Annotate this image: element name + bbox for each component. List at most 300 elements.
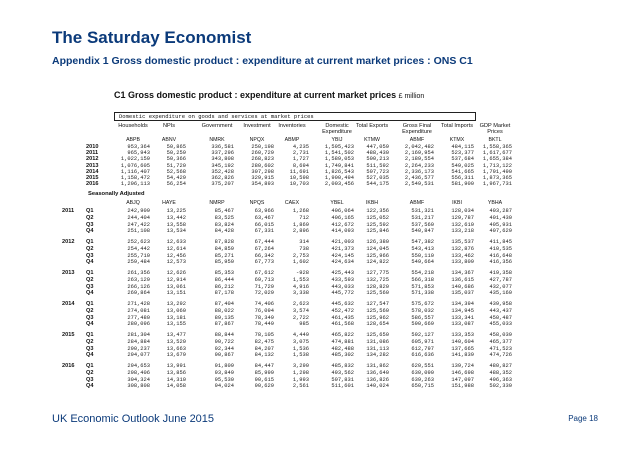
table-cell: 85,467 (214, 208, 234, 215)
table-cell: 13,856 (166, 370, 186, 376)
table-cell: 1,713,122 (482, 162, 512, 169)
table-cell: 12,633 (166, 239, 186, 246)
table-cell: 83,525 (214, 215, 234, 221)
table-cell: 1,826,543 (324, 168, 354, 175)
table-cell: 132,876 (451, 246, 474, 252)
table-cell: 401,430 (489, 215, 512, 221)
row-quarter: Q4 (86, 259, 94, 266)
table-cell: 1,873,365 (482, 175, 512, 181)
row-quarter: Q4 (86, 290, 94, 297)
row-year: 2013 (86, 162, 99, 169)
table-cell: 135,537 (451, 239, 474, 246)
table-cell: 135,037 (451, 290, 474, 297)
table-cell: 136,615 (451, 277, 474, 283)
table-cell: 122,356 (366, 208, 389, 215)
table-cell: 247,422 (127, 221, 150, 228)
table-cell: 410,535 (489, 246, 512, 252)
row-quarter: Q1 (86, 363, 94, 370)
table-cell: 345,192 (211, 162, 234, 169)
table-cell: 131,862 (366, 363, 389, 370)
table-cell: 612,797 (411, 345, 434, 352)
table-cell: 445,772 (331, 290, 354, 297)
table-title (114, 90, 424, 100)
row-quarter: Q4 (86, 383, 94, 390)
table-cell: 139,724 (451, 363, 474, 370)
table-cell: 72,029 (254, 290, 274, 297)
table-cell: 13,292 (166, 301, 186, 308)
row-year: 2011 (62, 208, 75, 215)
table-cell: 50,259 (166, 150, 186, 157)
row-quarter: Q4 (86, 321, 94, 328)
table-cell: 523,377 (451, 150, 474, 157)
table-cell: 141,839 (451, 352, 474, 359)
table-cell: 13,520 (166, 339, 186, 345)
table-cell: 84,447 (254, 363, 274, 370)
row-quarter: Q1 (86, 239, 94, 246)
table-description: Domestic expenditure on goods and services at market prices (114, 112, 476, 121)
table-cell: 2,896 (292, 228, 309, 235)
table-cell: 131,086 (366, 339, 389, 345)
table-cell: 78,105 (254, 332, 274, 339)
row-year: 2016 (86, 181, 99, 188)
table-cell: 352,428 (211, 168, 234, 175)
table-cell: 414,093 (331, 228, 354, 235)
table-cell: 125,650 (366, 332, 389, 339)
table-cell: 314 (299, 239, 309, 246)
series-code: CAEX (284, 200, 300, 207)
table-cell: 307,298 (251, 168, 274, 175)
table-cell: 4,235 (292, 144, 309, 150)
table-cell: 13,151 (166, 290, 186, 297)
table-cell: 78,349 (254, 314, 274, 321)
table-cell: 290,237 (127, 345, 150, 352)
table-cell: 124,045 (366, 246, 389, 252)
table-cell: 294,077 (127, 352, 150, 359)
table-cell: 251,108 (127, 228, 150, 235)
row-quarter: Q2 (86, 246, 94, 252)
table-cell: 71,729 (254, 283, 274, 290)
table-cell: 419,358 (489, 270, 512, 277)
table-cell: 507,831 (331, 376, 354, 383)
table-cell: 13,477 (166, 332, 186, 339)
table-cell: 133,809 (451, 259, 474, 266)
table-unit: £ million (398, 93, 425, 100)
table-cell: 281,304 (127, 332, 150, 339)
table-cell: 406,165 (331, 215, 354, 221)
table-cell: 93,849 (214, 370, 234, 376)
table-cell: 3,338 (292, 290, 309, 297)
table-cell: 76,094 (254, 308, 274, 314)
row-year: 2010 (86, 144, 99, 150)
table-cell: 549,664 (411, 259, 434, 266)
table-cell: 87,178 (214, 290, 234, 297)
table-cell: 83,824 (214, 221, 234, 228)
table-cell: 92,344 (214, 345, 234, 352)
column-header: Inventories (278, 123, 306, 129)
table-cell: 571,853 (411, 283, 434, 290)
table-cell: 1,553 (292, 277, 309, 283)
table-cell: 50,865 (166, 144, 186, 150)
table-cell: 274,081 (127, 308, 150, 314)
table-cell: 1,791,490 (482, 168, 512, 175)
table-cell: 66,342 (254, 252, 274, 259)
row-quarter: Q1 (86, 301, 94, 308)
series-code: NPQX (249, 137, 265, 143)
table-cell: 67,444 (254, 239, 274, 246)
series-code: HAYE (162, 200, 176, 207)
table-cell: 985 (299, 321, 309, 328)
table-cell: 488,430 (366, 150, 389, 157)
table-cell: 354,893 (251, 181, 274, 188)
table-cell: 511,601 (331, 383, 354, 390)
table-cell: 86,444 (214, 277, 234, 283)
table-cell: 439,958 (489, 301, 512, 308)
table-cell: 1,602 (292, 259, 309, 266)
table-cell: 131,113 (366, 345, 389, 352)
table-cell: 87,404 (214, 301, 234, 308)
table-cell: 308,808 (127, 383, 150, 390)
table-cell: 337,296 (211, 150, 234, 157)
table-cell: 12,914 (166, 277, 186, 283)
series-code: NMRP (209, 200, 225, 207)
table-cell: 74,406 (254, 301, 274, 308)
table-cell: 485,302 (331, 352, 354, 359)
table-cell: 455,033 (489, 321, 512, 328)
table-cell: 2,561 (292, 383, 309, 390)
series-code: IKBH (365, 200, 379, 207)
table-cell: 90,629 (254, 383, 274, 390)
row-quarter: Q2 (86, 215, 94, 221)
row-year: 2012 (62, 239, 75, 246)
series-code: BKTL (488, 137, 502, 143)
table-cell: 571,338 (411, 290, 434, 297)
table-cell: 13,225 (166, 208, 186, 215)
footer-publication: UK Economic Outlook June 2015 (52, 413, 215, 425)
table-cell: 14,310 (166, 376, 186, 383)
column-header: NPIs (162, 123, 176, 129)
column-header: Domestic Expenditure (322, 123, 352, 135)
table-cell: 531,321 (411, 208, 434, 215)
table-cell: 2,623 (292, 301, 309, 308)
table-cell: 13,181 (166, 314, 186, 321)
table-cell: 4,449 (292, 332, 309, 339)
table-cell: 465,377 (489, 339, 512, 345)
table-cell: 412,672 (331, 221, 354, 228)
table-cell: 13,679 (166, 352, 186, 359)
table-cell: 566,318 (411, 277, 434, 283)
series-code: ABPB (126, 137, 140, 143)
table-cell: 424,634 (331, 259, 354, 266)
table-cell: 90,722 (214, 339, 234, 345)
table-cell: 474,881 (331, 339, 354, 345)
table-cell: 616,636 (411, 352, 434, 359)
table-cell: 461,568 (331, 321, 354, 328)
row-quarter: Q3 (86, 314, 94, 321)
table-cell: 1,727 (292, 156, 309, 163)
table-cell: 2,042,482 (404, 144, 434, 150)
table-cell: 12,456 (166, 252, 186, 259)
table-cell: 1,298 (292, 370, 309, 376)
series-code: ABMP (284, 137, 300, 143)
table-cell: 375,207 (211, 181, 234, 188)
table-cell: 126,380 (366, 239, 389, 246)
table-cell: 67,264 (254, 246, 274, 252)
table-cell: 3,574 (292, 308, 309, 314)
row-year: 2016 (62, 363, 75, 370)
table-cell: 416,356 (489, 259, 512, 266)
table-cell: 433,593 (331, 277, 354, 283)
table-cell: 280,096 (127, 321, 150, 328)
table-cell: 284,884 (127, 339, 150, 345)
table-cell: 128,034 (451, 208, 474, 215)
table-cell: 125,560 (366, 308, 389, 314)
table-cell: 50,366 (166, 156, 186, 163)
table-cell: 500,213 (366, 156, 389, 163)
table-cell: 507,723 (366, 168, 389, 175)
table-cell: 605,971 (411, 339, 434, 345)
table-cell: 137,665 (451, 345, 474, 352)
table-cell: 133,218 (451, 228, 474, 235)
row-quarter: Q4 (86, 352, 94, 359)
table-cell: 254,442 (127, 246, 150, 252)
table-cell: 2,189,554 (404, 156, 434, 163)
column-header: GDP Market Prices (479, 123, 511, 135)
table-cell: 445,632 (331, 301, 354, 308)
table-cell: 10,703 (289, 181, 309, 188)
table-cell: 336,581 (211, 144, 234, 150)
table-cell: 2,436,577 (404, 175, 434, 181)
table-cell: 488,352 (489, 370, 512, 376)
table-cell: 443,437 (489, 308, 512, 314)
table-cell: 554,218 (411, 270, 434, 277)
table-title-text: C1 Gross domestic product : expenditure at current market prices (114, 90, 397, 100)
table-cell: 425,443 (331, 270, 354, 277)
table-cell: 480,827 (489, 363, 512, 370)
table-cell: 2,731 (292, 150, 309, 157)
table-document (62, 90, 544, 436)
table-cell: 125,846 (366, 228, 389, 235)
series-code: NMRK (209, 137, 225, 143)
table-cell: 965,943 (127, 150, 150, 157)
table-cell: -928 (296, 270, 309, 277)
series-code: IKBI (452, 200, 462, 207)
table-cell: 537,684 (451, 156, 474, 163)
table-cell: 133,341 (451, 314, 474, 321)
table-cell: 84,132 (254, 352, 274, 359)
table-cell: 362,826 (211, 175, 234, 181)
table-cell: 575,672 (411, 301, 434, 308)
table-cell: 485,832 (331, 363, 354, 370)
table-cell: 1,595,423 (324, 144, 354, 150)
table-cell: 493,562 (331, 370, 354, 376)
table-cell: 547,382 (411, 239, 434, 246)
table-cell: 2,336,173 (404, 168, 434, 175)
table-cell: 639,263 (411, 376, 434, 383)
table-cell: 10,598 (289, 175, 309, 181)
table-cell: 69,713 (254, 277, 274, 283)
table-cell: 1,116,407 (120, 168, 150, 175)
table-cell: 712 (299, 215, 309, 221)
table-cell: 465,822 (331, 332, 354, 339)
row-quarter: Q2 (86, 277, 94, 283)
table-cell: 124,822 (366, 259, 389, 266)
table-cell: 2,169,954 (404, 150, 434, 157)
table-cell: 12,626 (166, 270, 186, 277)
table-cell: 63,467 (254, 215, 274, 221)
table-cell: 88,022 (214, 308, 234, 314)
table-cell: 537,560 (411, 221, 434, 228)
table-cell: 527,035 (366, 175, 389, 181)
table-cell: 953,364 (127, 144, 150, 150)
table-cell: 484,115 (451, 144, 474, 150)
table-cell: 1,589,053 (324, 156, 354, 163)
table-cell: 12,614 (166, 246, 186, 252)
table-cell: 403,287 (489, 208, 512, 215)
table-cell: 52,568 (166, 168, 186, 175)
table-cell: 1,900,494 (324, 175, 354, 181)
table-cell: 2,549,531 (404, 181, 434, 188)
table-cell: 136,640 (366, 370, 389, 376)
table-cell: 482,488 (331, 345, 354, 352)
table-cell: 128,654 (366, 321, 389, 328)
table-cell: 128,820 (366, 283, 389, 290)
table-cell: 1,655,384 (482, 156, 512, 163)
table-cell: 125,962 (366, 314, 389, 321)
table-cell: 266,126 (127, 283, 150, 290)
table-cell: 140,686 (451, 283, 474, 290)
table-cell: 427,787 (489, 277, 512, 283)
table-cell: 14,058 (166, 383, 186, 390)
seasonally-adjusted-label: Seasonally Adjusted (88, 191, 145, 198)
footer-page-number: Page 18 (568, 414, 598, 423)
table-cell: 136,826 (366, 376, 389, 383)
table-cell: 250,198 (251, 144, 274, 150)
table-cell: 125,592 (366, 221, 389, 228)
table-cell: 13,558 (166, 221, 186, 228)
table-cell: 280,602 (251, 162, 274, 169)
table-cell: 134,945 (451, 308, 474, 314)
table-cell: 84,428 (214, 228, 234, 235)
table-cell: 252,623 (127, 239, 150, 246)
table-cell: 416,648 (489, 252, 512, 259)
table-cell: 87,867 (214, 321, 234, 328)
table-cell: 592,127 (411, 332, 434, 339)
table-cell: 450,487 (489, 314, 512, 321)
series-code: ABMF (409, 200, 425, 207)
table-cell: 435,160 (489, 290, 512, 297)
table-cell: 84,207 (254, 345, 274, 352)
column-header: Total Imports (440, 123, 474, 129)
table-cell: 259,484 (127, 259, 150, 266)
table-cell: 531,217 (411, 215, 434, 221)
page-title: The Saturday Economist (52, 28, 252, 47)
table-cell: 650,715 (411, 383, 434, 390)
table-cell: 13,534 (166, 228, 186, 235)
table-cell: 471,523 (489, 345, 512, 352)
series-code: YBHA (487, 200, 503, 207)
table-cell: 67,331 (254, 228, 274, 235)
table-cell: 556,311 (451, 175, 474, 181)
table-cell: 1,869 (292, 221, 309, 228)
series-code: YBIJ (331, 137, 343, 143)
table-cell: 67,773 (254, 259, 274, 266)
table-cell: 82,475 (254, 339, 274, 345)
table-cell: 85,999 (254, 370, 274, 376)
table-cell: 581,900 (451, 181, 474, 188)
table-cell: 461,435 (331, 314, 354, 321)
table-cell: 127,547 (366, 301, 389, 308)
row-quarter: Q3 (86, 283, 94, 290)
table-cell: 134,367 (451, 270, 474, 277)
table-cell: 590,669 (411, 321, 434, 328)
table-cell: 13,663 (166, 345, 186, 352)
table-cell: 1,158,472 (120, 175, 150, 181)
table-cell: 4,916 (292, 283, 309, 290)
table-cell: 502,330 (489, 383, 512, 390)
table-cell: 541,665 (451, 168, 474, 175)
row-year: 2013 (62, 270, 75, 277)
table-cell: 85,950 (214, 259, 234, 266)
table-cell: 125,560 (366, 290, 389, 297)
table-cell: 271,428 (127, 301, 150, 308)
table-cell: 550,110 (411, 252, 434, 259)
row-quarter: Q2 (86, 370, 94, 376)
series-code: NPQS (249, 200, 265, 207)
table-cell: 85,271 (214, 252, 234, 259)
table-cell: 1,536 (292, 345, 309, 352)
row-year: 2014 (86, 168, 99, 175)
table-cell: 133,462 (451, 252, 474, 259)
table-cell: 134,394 (451, 301, 474, 308)
series-code: ABJQ (126, 200, 140, 207)
table-cell: 2,264,233 (404, 162, 434, 169)
table-cell: 3,075 (292, 339, 309, 345)
column-header: Investment (243, 123, 271, 129)
table-cell: 8,694 (292, 162, 309, 169)
table-cell: 1,749,841 (324, 162, 354, 169)
row-year: 2014 (62, 301, 75, 308)
row-quarter: Q1 (86, 208, 94, 215)
table-cell: 125,966 (366, 252, 389, 259)
table-cell: 67,612 (254, 270, 274, 277)
table-cell: 424,145 (331, 252, 354, 259)
table-cell: 630,090 (411, 370, 434, 376)
row-quarter: Q3 (86, 376, 94, 383)
table-cell: 86,212 (214, 283, 234, 290)
table-cell: 1,993 (292, 376, 309, 383)
table-cell: 549,025 (451, 162, 474, 169)
table-cell: 242,909 (127, 208, 150, 215)
row-year: 2012 (86, 156, 99, 163)
table-cell: 56,254 (166, 181, 186, 188)
row-quarter: Q3 (86, 345, 94, 352)
table-cell: 2,753 (292, 252, 309, 259)
table-cell: 87,828 (214, 239, 234, 246)
table-cell: 447,059 (366, 144, 389, 150)
table-cell: 2,003,456 (324, 181, 354, 188)
table-cell: 13,061 (166, 283, 186, 290)
table-cell: 255,710 (127, 252, 150, 259)
table-cell: 543,413 (411, 246, 434, 252)
table-cell: 94,024 (214, 383, 234, 390)
table-cell: 1,558,365 (482, 144, 512, 150)
row-year: 2015 (86, 175, 99, 181)
table-cell: 544,175 (366, 181, 389, 188)
table-cell: 132,725 (366, 277, 389, 283)
table-cell: 88,844 (214, 332, 234, 339)
series-code: YBEL (330, 200, 344, 207)
series-code: KTMW (364, 137, 380, 143)
